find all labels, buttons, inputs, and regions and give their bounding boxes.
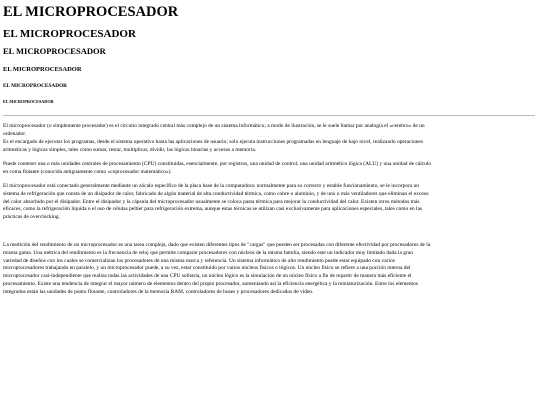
- paragraph-line: prácticas de overclocking.: [3, 214, 60, 221]
- paragraph-line: variedad de diseños con los cuales se comercializan los procesadores de una misma marca y referencia. Un sistema informático de alto rendimiento puede estar equipado con varios: [3, 257, 395, 264]
- paragraph-cpu-units: [3, 161, 533, 177]
- paragraph-cooling: [3, 183, 533, 222]
- heading-level-4: EL MICROPROCESADOR: [3, 66, 82, 73]
- paragraph-line: El microprocesador está conectado generalmente mediante un zócalo específico de la placa base de la computadora; normalmente para su correcto y estable funcionamiento, se le incorpora un: [3, 183, 419, 189]
- paragraph-line: del calor absorbido por el disipador. Entre el disipador y la cápsula del microprocesador usualmente se coloca pasta térmica para mejorar la conductividad del calor. Existen otros métodos más: [3, 198, 420, 205]
- heading-level-6: EL MICROPROCESADOR: [3, 99, 54, 104]
- heading-level-2: EL MICROPROCESADOR: [3, 28, 136, 40]
- paragraph-line: microprocesador casi-independiente que realiza todas las actividades de una CPU solitaria, un núcleo lógico es la simulación de un núcleo físico a fin de repartir de manera más eficiente el: [3, 273, 412, 280]
- paragraph-function: [3, 139, 533, 155]
- paragraph-line: microprocesadores trabajando en paralelo, y un microprocesador puede, a su vez, estar constituido por varios núcleos físicos o lógicos. Un núcleo físico se refiere a una porción interna del: [3, 265, 411, 272]
- paragraph-line: procesamiento. Existe una tendencia de integrar el mayor número de elementos dentro del propio procesador, aumentando así la eficiencia energética y la miniaturización. Entre los elementos: [3, 280, 418, 287]
- paragraph-line: El microprocesador (o simplemente procesador) es el circuito integrado central más complejo de un sistema informático; a modo de ilustración, se le suele llamar por analogía el «cerebro» de un: [3, 123, 425, 129]
- paragraph-performance: [3, 242, 533, 297]
- heading-level-5: EL MICROPROCESADOR: [3, 83, 68, 89]
- paragraph-line: Es el encargado de ejecutar los programas, desde el sistema operativo hasta las aplicaciones de usuario; solo ejecuta instrucciones programadas en lenguaje de bajo nivel, realizando operaciones: [3, 139, 423, 145]
- paragraph-line: sistema de refrigeración que consta de un disipador de calor, fabricado de algún material de alta conductividad térmica, como cobre o aluminio, y de uno o más ventiladores que eliminan el exceso: [3, 190, 429, 197]
- paragraph-line: eficaces, como la refrigeración líquida o el uso de células peltier para refrigeración extrema, aunque estas técnicas se utilizan casi exclusivamente para aplicaciones especiales, tales como en las: [3, 206, 423, 213]
- paragraph-line: en coma flotante (conocida antiguamente como «coprocesador matemático»).: [3, 168, 172, 175]
- paragraph-line: misma gama. Una métrica del rendimiento es la frecuencia de reloj que permite comparar procesadores con núcleos de la misma familia, siendo este un indicador muy limitado dada la gran: [3, 249, 413, 256]
- paragraph-line: La medición del rendimiento de un microprocesador es una tarea compleja, dado que existen diferentes tipos de "cargas" que pueden ser procesadas con diferente efectividad por procesadores de la: [3, 242, 431, 248]
- paragraph-line: aritméticas y lógicas simples, tales como sumar, restar, multiplicar, dividir, las lógicas binarias y accesos a memoria.: [3, 146, 257, 153]
- paragraph-line: integrados están las unidades de punto flotante, controladores de la memoria RAM, controladores de buses y procesadores dedicados de vídeo.: [3, 288, 314, 295]
- paragraph-line: ordenador.: [3, 130, 27, 137]
- heading-level-1: EL MICROPROCESADOR: [3, 4, 179, 20]
- heading-level-3: EL MICROPROCESADOR: [3, 46, 106, 56]
- paragraph-definition: [3, 123, 533, 139]
- paragraph-line: Puede contener una o más unidades centrales de procesamiento (CPU) constituidas, esencialmente, por registros, una unidad de control, una unidad aritmético lógica (ALU) y una unidad de cálculo: [3, 161, 432, 167]
- horizontal-rule: [3, 115, 535, 116]
